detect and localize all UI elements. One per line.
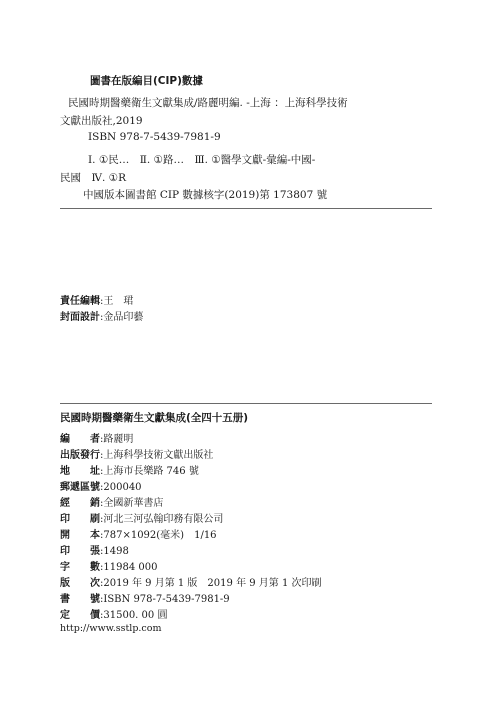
colophon-row xyxy=(60,606,167,621)
colophon-title: 民國時期醫藥衛生文獻集成(全四十五册) xyxy=(60,412,249,424)
colophon-label: 開 本 xyxy=(60,530,100,541)
colophon-row xyxy=(60,526,217,541)
cip-entry-line1: 民國時期醫藥衛生文獻集成/路麗明編. -上海 ：上海科學技術 xyxy=(68,97,348,109)
colophon-value: :河北三河弘翰印務有限公司 xyxy=(100,514,224,525)
colophon-row xyxy=(60,478,142,493)
divider-bottom xyxy=(60,403,432,404)
colophon-row xyxy=(60,542,129,557)
colophon-value: :11984 000 xyxy=(100,562,158,573)
colophon-value: :上海科學技術文獻出版社 xyxy=(100,450,214,461)
credit-editor xyxy=(60,292,133,307)
colophon-value: :上海市長樂路 746 號 xyxy=(100,466,199,477)
credit-editor-value: :王 珺 xyxy=(100,296,134,307)
colophon-label: 地 址 xyxy=(60,466,100,477)
cip-class-line1: Ⅰ. ①民… Ⅱ. ①路… Ⅲ. ①醫學文獻-彙編-中國- xyxy=(88,154,316,166)
colophon-value: :31500. 00 圓 xyxy=(100,610,168,621)
colophon-label: 出版發行 xyxy=(60,450,100,461)
divider-top xyxy=(60,208,432,209)
colophon-label: 字 數 xyxy=(60,562,100,573)
colophon-row xyxy=(60,494,163,509)
colophon-label: 經 銷 xyxy=(60,498,100,509)
credit-cover-label: 封面設計 xyxy=(60,312,100,323)
cip-class-line2: 民國 Ⅳ. ①R xyxy=(60,172,126,184)
colophon-label: 印 張 xyxy=(60,546,100,557)
colophon-value: :787×1092(毫米) 1/16 xyxy=(100,530,217,541)
colophon-row xyxy=(60,462,199,477)
colophon-row xyxy=(60,510,223,525)
colophon-value: :ISBN 978-7-5439-7981-9 xyxy=(100,594,230,605)
colophon-label: 定 價 xyxy=(60,610,100,621)
cip-isbn: ISBN 978-7-5439-7981-9 xyxy=(88,131,221,143)
colophon-value: :路麗明 xyxy=(100,434,134,445)
credit-editor-label: 責任編輯 xyxy=(60,296,100,307)
colophon-label: 編 者 xyxy=(60,434,100,445)
cip-record-number: 中國版本圖書館 CIP 數據核字(2019)第 173807 號 xyxy=(83,189,328,201)
credit-cover xyxy=(60,308,143,323)
colophon-row xyxy=(60,430,133,445)
colophon-label: 版 次 xyxy=(60,578,100,589)
colophon-label: 書 號 xyxy=(60,594,100,605)
colophon-row xyxy=(60,574,322,589)
colophon-label: 印 刷 xyxy=(60,514,100,525)
credit-cover-value: :金品印藝 xyxy=(100,312,144,323)
colophon-value: :200040 xyxy=(100,482,142,493)
cip-entry-line2: 文獻出版社,2019 xyxy=(60,115,143,127)
colophon-row xyxy=(60,446,213,461)
publisher-url: http://www.sstlp.com xyxy=(60,623,162,634)
colophon-value: :1498 xyxy=(100,546,129,557)
colophon-value: :全國新華書店 xyxy=(100,498,164,509)
colophon-row xyxy=(60,558,157,573)
colophon-row xyxy=(60,590,230,605)
colophon-value: :2019 年 9 月第 1 版 2019 年 9 月第 1 次印刷 xyxy=(100,578,322,589)
cip-title: 圖書在版編目(CIP)數據 xyxy=(90,75,203,87)
colophon-label: 郵遞區號 xyxy=(60,482,100,493)
